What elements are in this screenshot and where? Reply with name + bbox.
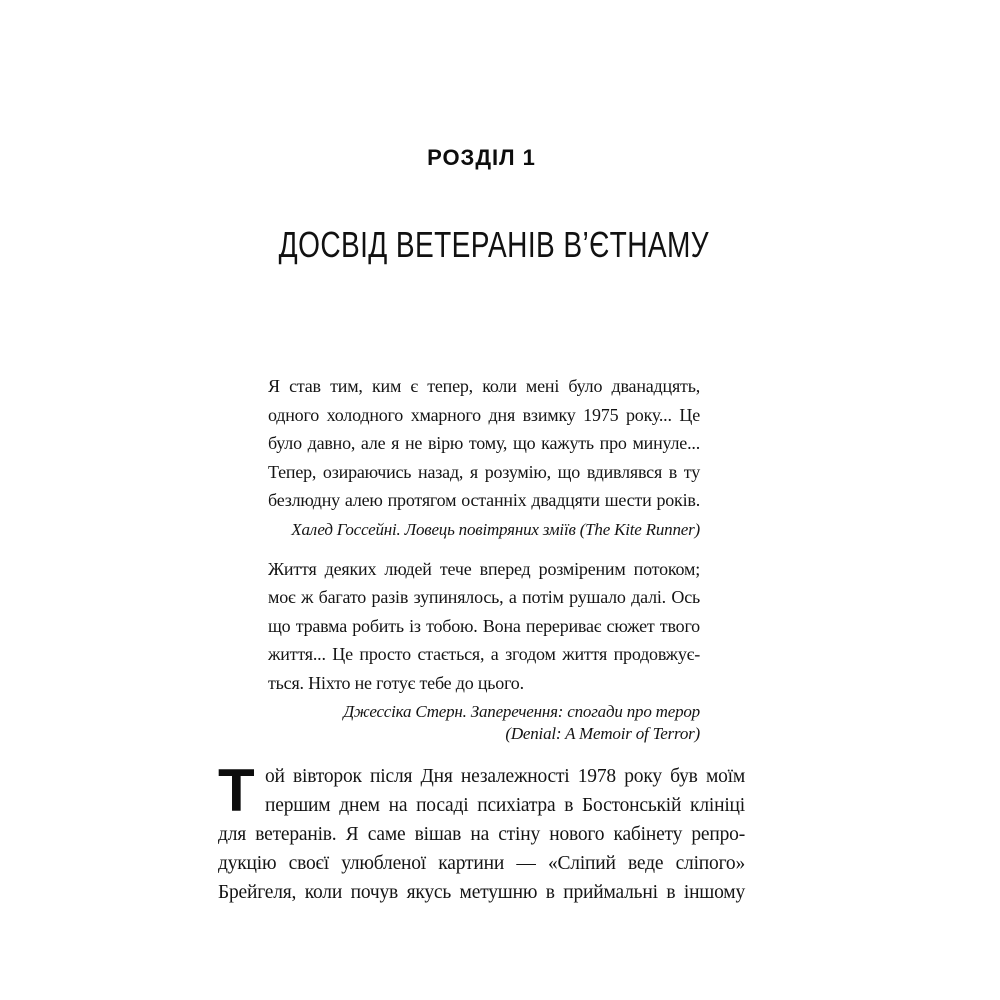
chapter-title <box>218 224 745 266</box>
epigraph-denial-memoir <box>268 555 700 746</box>
quote-line: моє ж багато разів зупинялось, а потім рушало далі. Ось <box>268 587 700 607</box>
quote-line: Тепер, озираючись назад, я розумію, що вдивлявся в ту <box>268 461 700 482</box>
quote-line: було давно, але я не вірю тому, що кажуть про минуле... <box>268 433 700 453</box>
body-line: для ветеранів. Я саме вішав на стіну нового кабінету репро- <box>218 824 745 845</box>
body-line: першим днем на посаді психіатра в Бостонській клініці <box>265 795 745 816</box>
quote-line: безлюдну алею протягом останніх двадцяти шести років. <box>268 490 700 510</box>
epigraph-kite-runner <box>268 372 700 541</box>
epigraph-attribution: Джессіка Стерн. Заперечення: спогади про терор <box>343 702 700 721</box>
quote-line: ться. Ніхто не готує тебе до цього. <box>268 672 524 693</box>
quote-line: що травма робить із тобою. Вона перериває сюжет твого <box>268 615 700 636</box>
quote-line: життя... Це просто стається, а згодом життя продовжує- <box>268 644 700 664</box>
body-line: ой вівторок після Дня незалежності 1978 року був моїм <box>265 766 745 787</box>
quote-line: одного холодного хмарного дня взимку 1975 року... Це <box>268 404 700 425</box>
quote-line: Я став тим, ким є тепер, коли мені було дванадцять, <box>268 376 700 396</box>
body-paragraph <box>218 757 745 907</box>
epigraph-attribution: Халед Госсейні. Ловець повітряних зміїв (The Kite Runner) <box>291 519 700 539</box>
body-line: Брейгеля, коли почув якусь метушню в приймальні в іншому <box>218 882 745 903</box>
chapter-title-text: ДОСВІД ВЕТЕРАНІВ В’ЄТНАМУ <box>278 224 710 265</box>
text-column <box>218 0 745 1000</box>
drop-cap-letter: Т <box>218 757 255 824</box>
quote-line: Життя деяких людей тече вперед розміреним потоком; <box>268 558 700 579</box>
chapter-number-heading: РОЗДІЛ 1 <box>427 145 536 170</box>
epigraphs-section <box>268 372 700 745</box>
body-line: дукцію своєї улюбленої картини — «Сліпий веде сліпого» <box>218 853 745 874</box>
epigraph-attribution: (Denial: A Memoir of Terror) <box>505 724 700 743</box>
